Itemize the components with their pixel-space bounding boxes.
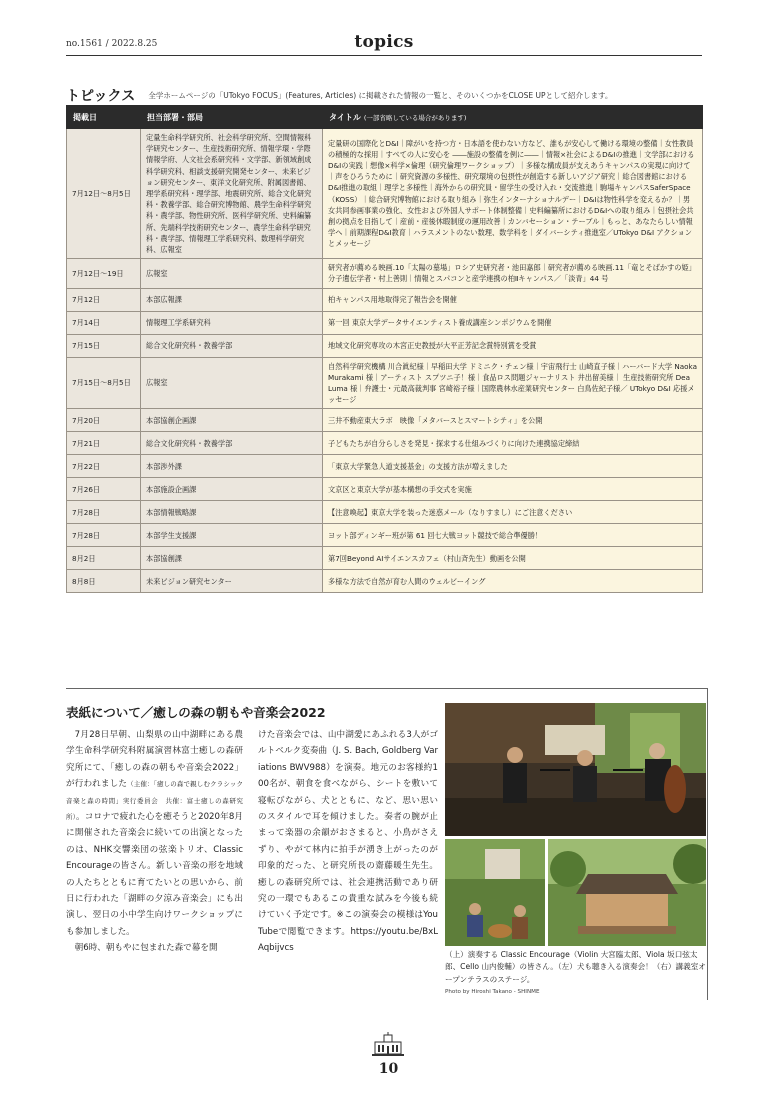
cell-title: 子どもたちが自分らしさを発見・探求する仕組みづくりに向けた連携協定締結 [323,432,703,455]
feature-organizer-note: （主催：「癒しの森で親しむクラシック音楽と森の時間」実行委員会 共催：富士癒しの森研究所） [66,780,243,822]
topics-title: トピックス [66,88,136,105]
column-header-title [323,106,703,129]
cell-dept: 未来ビジョン研究センター [141,570,323,593]
cell-date: 7月20日 [67,409,141,432]
table-header-row [67,106,703,129]
issue-number: no.1561 / 2022.8.25 [66,39,158,49]
topics-table-wrapper [66,105,702,593]
column-header-title-note: (一部省略している場合があります) [363,113,467,122]
section-title: topics [354,32,414,52]
feature-title: 表紙について／癒しの森の朝もや音楽会2022 [66,705,326,720]
cell-dept: 総合文化研究科・教養学部 [141,432,323,455]
table-row [67,501,703,524]
cell-dept: 本部渉外課 [141,455,323,478]
feature-paragraph-2: 朝6時、朝もやに包まれた森で幕を開 [74,943,218,954]
photo-credit: Photo by Hiroshi Takano - SHINME [445,989,540,995]
cell-dept: 総合文化研究科・教養学部 [141,334,323,357]
cell-dept: 本部協創課 [141,547,323,570]
cell-date: 7月28日 [67,524,141,547]
table-row [67,524,703,547]
topics-table [66,105,703,593]
cell-title: 研究者が薦める映画.10「太陽の墓場」ロシア史研究者・池田嘉郎｜研究者が薦める映画.11「竜とそばかすの姫」分子遺伝学者・村上善則｜情報とスパコンと産学連携の柏Ⅱキャンパス／「淡青」44 号 [323,259,703,288]
table-row [67,547,703,570]
cell-title: 「東京大学緊急人道支援基金」の支援方法が増えました [323,455,703,478]
table-row [67,288,703,311]
cell-date: 7月12日～19日 [67,259,141,288]
table-row [67,259,703,288]
cell-date: 7月14日 [67,311,141,334]
cell-title: 地域文化研究専攻の木宮正史教授が大平正芳記念賞特別賞を受賞 [323,334,703,357]
photo-dog-illustration [445,839,545,946]
topics-description: 全学ホームページの「UTokyo FOCUS」(Features, Articles) に掲載された情報の一覧と、そのいくつかをCLOSE UPとして紹介します。 [148,91,613,100]
feature-text-1: 7月28日早朝、山梨県の山中湖畔にある農学生命科学研究科附属演習林富士癒しの森研究所にて、「癒しの森の朝もや音楽会2022」が行われました [66,730,243,790]
cell-date: 7月12日～8月5日 [67,129,141,259]
photo-stage-illustration [548,839,706,946]
cell-date: 7月15日～8月5日 [67,357,141,409]
feature-column-1 [66,727,243,957]
cell-dept: 本部学生支援課 [141,524,323,547]
cell-dept: 本部施設企画課 [141,478,323,501]
photo-performance-illustration [445,703,706,836]
cell-date: 7月22日 [67,455,141,478]
cell-title: 定量研の国際化とD&I｜障がいを持つ方・日本語を使わない方など、誰もが安心して働ける環境の整備｜女性教員の積極的な採用｜すべての人に安心を ――施設の整備を例に――｜情報×社会によるD&Iの推進｜文学部におけるD&Iの実践｜想像×科学×倫理（研究倫理ワークショップ）｜多様な構成員が支えあうキャンパスの実現に向けて｜声をひろうために｜研究資源の多様性、研究環境の包摂性が創造する新しいアジア研究｜総合図書館におけるD&I推進の取組｜理学と多様性｜海外からの研究員・留学生の受け入れ・交流推進｜駒場キャンパスSaferSpace（KOSS）｜総合研究博物館における取り組み｜弥生インターナショナルデー｜D&Iは物性科学を変えるか？｜男女共同参画事業の強化、女性および外国人サポート体制整備｜史料編纂所におけるD&Iへの取り組み｜包摂社会共創の拠点を目指して｜産前・産後休暇制度の運用改善｜カンバセーション・テーブル｜もっと、あなたらしい情報学へ｜前期課程D&I教育｜ハラスメントのない数理、数学科を｜ダイバーシティ推進室／UTokyo D&I アクションとメッセージ [323,129,703,259]
cell-date: 7月12日 [67,288,141,311]
cell-dept: 広報室 [141,259,323,288]
cell-dept: 本部情報戦略課 [141,501,323,524]
page-number: 10 [378,1061,399,1077]
cell-date: 8月8日 [67,570,141,593]
cell-title: 多様な方法で自然が育む人間のウェルビーイング [323,570,703,593]
cell-date: 7月15日 [67,334,141,357]
cell-date: 7月28日 [67,501,141,524]
table-row [67,334,703,357]
photo-stage [548,839,706,946]
column-header-dept: 担当部署・部局 [141,106,323,129]
cell-title: 第7回Beyond AIサイエンスカフェ（村山斉先生）動画を公開 [323,547,703,570]
topics-table-body [67,129,703,593]
photo-dog [445,839,545,946]
cell-dept: 広報室 [141,357,323,409]
table-row [67,409,703,432]
cell-dept: 本部協創企画課 [141,409,323,432]
photo-performance [445,703,706,836]
cell-date: 8月2日 [67,547,141,570]
table-row [67,478,703,501]
page-header [66,34,702,56]
cell-title: 第一回 東京大学データサイエンティスト養成講座シンポジウムを開催 [323,311,703,334]
cell-dept: 定量生命科学研究所、社会科学研究所、空間情報科学研究センター、生産技術研究所、情報学環・学際情報学府、人文社会系研究科・文学部、新領域創成科学研究科、相談支援研究開発センター、未来ビジョン研究センター、東洋文化研究所、附属図書館、理学系研究科・理学部、地震研究所、総合文化研究科・教養学部、総合研究博物館、農学生命科学研究科・農学部、物性研究所、医科学研究所、史料編纂所、先端科学技術研究センター、農学生命科学研究科・農学部、情報理工学系研究科、数理科学研究科、広報室 [141,129,323,259]
cell-dept: 情報理工学系研究科 [141,311,323,334]
feature-paragraph-1 [66,727,243,940]
table-row [67,311,703,334]
photo-caption: （上）演奏する Classic Encourage（Violin 大宮臨太郎、Viola 坂口弦太郎、Cello 山内俊輔）の皆さん。（左）犬も聴き入る演奏会！（右）講義室オープンテラスのステージ。 [445,950,706,984]
cell-title: 文京区と東京大学が基本構想の手交式を実施 [323,478,703,501]
table-row [67,357,703,409]
feature-paragraph-3: けた音楽会では、山中湖愛にあふれる3人がゴルトベルク変奏曲（J. S. Bach, Goldberg Variations BWV988）を演奏。地元のお客様約100名が、朝食を食べながら、シートを敷いて寝転びながら、犬とともに、など、思い思いのスタイルで耳を傾けました。奏者の腕が止まって楽器の余韻がおさまると、小鳥がさえずり、やがて林内に拍手が湧き上がったのが印象的だった、と研究所長の齋藤暖生先生。癒しの森研究所では、社会連携活動であり研究の一環でもあるこの貴重な試みを今後も続けていく予定です。※この演奏会の模様はYouTubeで閲覧できます。https://youtu.be/BxLAqbijvcs [258,730,438,954]
university-building-icon [369,1032,407,1058]
column-header-title-label: タイトル [329,112,361,122]
cell-date: 7月26日 [67,478,141,501]
cell-date: 7月21日 [67,432,141,455]
column-header-date: 掲載日 [67,106,141,129]
cell-title: 三井不動産東大ラボ 映像「メタバースとスマートシティ」を公開 [323,409,703,432]
cell-title: 柏キャンパス用地取得完了報告会を開催 [323,288,703,311]
cell-dept: 本部広報課 [141,288,323,311]
table-row [67,570,703,593]
cell-title: ヨット部ディンギー班が第 61 回七大戦ヨット競技で総合準優勝！ [323,524,703,547]
table-row [67,129,703,259]
table-row [67,432,703,455]
cover-feature [66,688,708,1000]
cell-title: 自然科学研究機構 川合眞紀様｜早稲田大学 ドミニク・チェン様｜宇宙飛行士 山崎直子様｜ハーバード大学 Naoka Murakami 様｜アーティスト スプツニ子！様｜食品ロス問題ジャーナリスト 井出留美様｜ 生産技術研究所 Dea Luma 様｜弁護士・元最高裁判事 宮崎裕子様｜国際農林水産業研究センター 白鳥佐紀子様／ UTokyo D&I 応援メッセージ [323,357,703,409]
table-row [67,455,703,478]
feature-column-2 [258,727,438,957]
cell-title: 【注意喚起】東京大学を装った迷惑メール（なりすまし）にご注意ください [323,501,703,524]
topics-heading [66,85,706,105]
feature-text-1b: 。コロナで疲れた心を癒そうと2020年8月に開催された音楽会に続いての出演となったのは、NHK交響楽団の弦楽トリオ、Classic Encourageの皆さん。新しい音楽の形を地域の人たちとともに育てたいとの思いから、前日に行われた「湖畔の夕涼み音楽会」にも出演し、翌日の小中学生向けワークショップにも参加しました。 [66,812,244,937]
